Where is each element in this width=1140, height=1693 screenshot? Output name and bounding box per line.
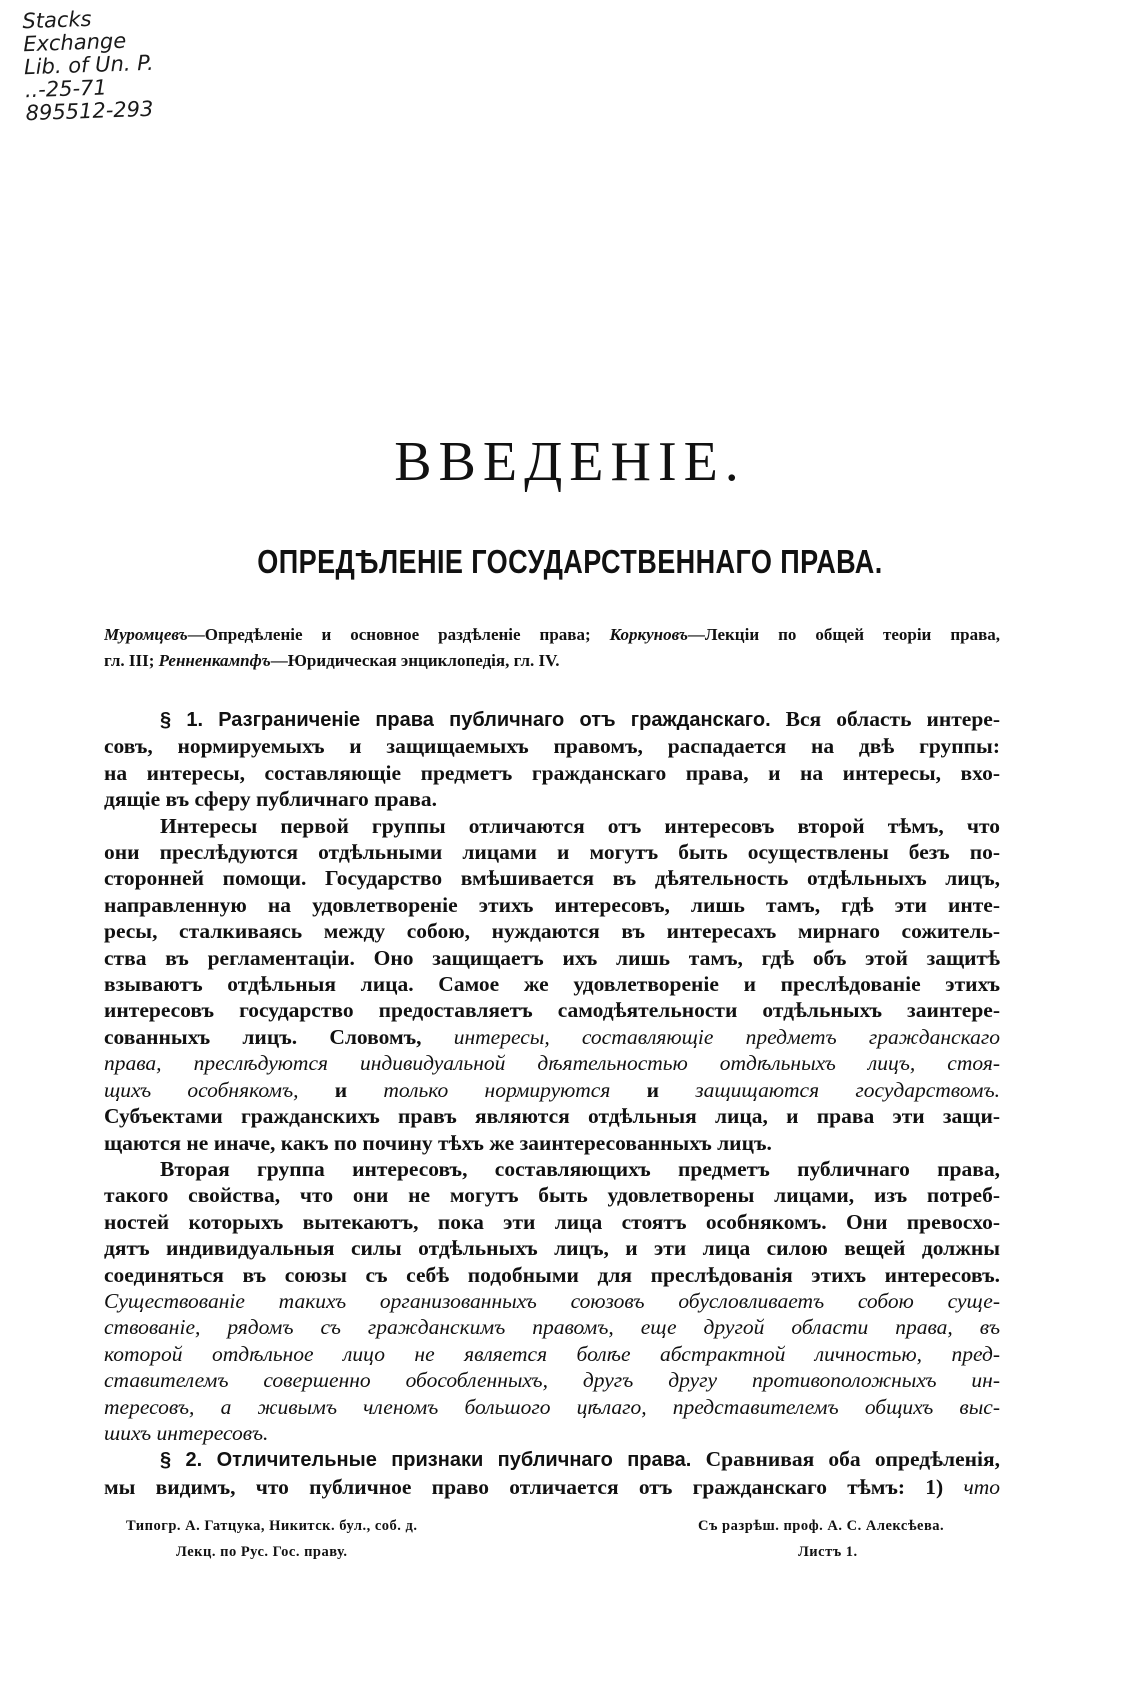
ref-author: Муромцевъ (104, 625, 188, 644)
annotation-line: Exchange (22, 28, 127, 57)
text-line: тересовъ, а живымъ членомъ большого цѣлаго, представителемъ общихъ выс- (104, 1394, 1000, 1419)
ref-work: —Опредѣленіе и основное раздѣленіе права; (187, 625, 591, 644)
chapter-subtitle: ОПРЕДѢЛЕНІЕ ГОСУДАРСТВЕННАГО ПРАВА. (257, 543, 883, 580)
text-fragment: и (334, 1077, 348, 1102)
text-fragment: сованныхъ лицъ. Словомъ, (104, 1024, 422, 1049)
footer-sheet: Листъ 1. (798, 1544, 858, 1560)
footer-printer: Типогр. А. Гатцука, Никитск. бул., соб. д. (126, 1518, 418, 1534)
text-line: ставителемъ совершенно обособленныхъ, другъ другу противоположныхъ ин- (104, 1368, 1000, 1393)
text-line: щаются не иначе, какъ по почину тѣхъ же заинтересованныхъ лицъ. (104, 1130, 772, 1155)
text-line: направленную на удовлетвореніе этихъ интересовъ, лишь тамъ, гдѣ эти инте- (104, 892, 1000, 917)
text-fragment: и (646, 1077, 659, 1102)
ref-work: —Юридическая энциклопедія, гл. IV. (270, 651, 560, 670)
text-fragment: Вся область интере- (785, 707, 1000, 731)
text-fragment: мы видимъ, что публичное право отличается отъ гражданскаго тѣмъ: 1) (104, 1474, 944, 1499)
page-title: ВВЕДЕНІЕ. (394, 431, 746, 493)
text-line: они преслѣдуются отдѣльными лицами и могутъ быть осуществлены безъ по- (104, 840, 1000, 865)
text-line: взываютъ отдѣльныя лица. Самое же удовлетвореніе и преслѣдованіе этихъ (104, 972, 1000, 997)
annotation-line: 895512-293 (25, 96, 154, 126)
footer-permission: Съ разрѣш. проф. А. С. Алексѣева. (698, 1518, 945, 1534)
annotation-line: Lib. of Un. P. (23, 50, 154, 80)
text-fragment: Сравнивая оба опредѣленія, (705, 1447, 1000, 1472)
italic-fragment: что (963, 1474, 1000, 1499)
footer-course: Лекц. по Рус. Гос. праву. (176, 1544, 348, 1560)
text-line: ресы, сталкиваясь между собою, нуждаются въ интересахъ мирнаго сожитель- (104, 919, 1000, 944)
ref-author: Коркуновъ (609, 625, 688, 644)
text-line: такого свойства, что они не могутъ быть удовлетворены лицами, изъ потреб- (104, 1183, 1000, 1208)
text-line (104, 1474, 1000, 1500)
main-text (104, 706, 1000, 1500)
text-line: дящіе въ сферу публичнаго права. (104, 787, 437, 812)
text-line (104, 706, 1000, 733)
ref-author: Ренненкампфъ (158, 651, 271, 670)
text-line: ства въ регламентаціи. Оно защищаетъ ихъ лишь тамъ, гдѣ объ этой защитѣ (104, 945, 1000, 970)
text-line: сторонней помощи. Государство вмѣшивается въ дѣятельность отдѣльныхъ лицъ, (104, 866, 1000, 891)
text-line: шихъ интересовъ. (104, 1420, 269, 1445)
text-line: Субъектами гражданскихъ правъ являются отдѣльныя лица, и права эти защи- (104, 1104, 1000, 1129)
annotation-line: Stacks (21, 6, 92, 34)
text-line (104, 1024, 1000, 1050)
ref-work: гл. III; (104, 651, 155, 670)
text-line: права, преслѣдуются индивидуальной дѣятельностью отдѣльныхъ лицъ, стоя- (104, 1051, 1000, 1076)
text-line: Вторая группа интересовъ, составляющихъ предметъ публичнаго права, (160, 1156, 1000, 1181)
ref-work: —Лекціи по общей теоріи права, (687, 625, 1000, 644)
references-line (104, 622, 1000, 648)
handwritten-library-annotation (22, 6, 156, 125)
text-line: дятъ индивидуальныя силы отдѣльныхъ лицъ, и эти лица силою вещей должны (104, 1236, 1000, 1261)
text-line: ностей которыхъ вытекаютъ, пока эти лица стоятъ особнякомъ. Они превосхо- (104, 1209, 1000, 1234)
section-heading: § 2. Отличительные признаки публичнаго права. (160, 1449, 692, 1472)
italic-fragment: защищаются государствомъ. (695, 1077, 1000, 1102)
italic-fragment: щихъ особнякомъ, (104, 1077, 299, 1102)
text-line: которой отдѣльное лицо не является болѣе абстрактной личностью, пред- (104, 1341, 1000, 1366)
references-line (104, 648, 1000, 674)
text-line: интересовъ государство предоставляетъ самодѣятельности отдѣльныхъ заинтере- (104, 998, 1000, 1023)
text-line: Интересы первой группы отличаются отъ интересовъ второй тѣмъ, что (160, 813, 1000, 838)
text-line: Существованіе такихъ организованныхъ союзовъ обусловливаетъ собою суще- (104, 1288, 1000, 1313)
text-line: совъ, нормируемыхъ и защищаемыхъ правомъ, распадается на двѣ группы: (104, 734, 1000, 759)
annotation-line: ..-25-71 (24, 75, 108, 103)
text-line (104, 1077, 1000, 1103)
italic-fragment: только нормируются (383, 1077, 611, 1102)
italic-fragment: интересы, составляющіе предметъ гражданскаго (453, 1024, 1000, 1049)
section-heading: § 1. Разграниченіе права публичнаго отъ гражданскаго. (160, 709, 771, 731)
text-line: соединяться въ союзы съ себѣ подобными для преслѣдованія этихъ интересовъ. (104, 1262, 1000, 1287)
text-line (104, 1446, 1000, 1473)
references-block (104, 622, 1000, 674)
text-line: на интересы, составляющіе предметъ гражданскаго права, и на интересы, вхо- (104, 760, 1000, 785)
text-line: ствованіе, рядомъ съ гражданскимъ правомъ, еще другой области права, въ (104, 1315, 1000, 1340)
